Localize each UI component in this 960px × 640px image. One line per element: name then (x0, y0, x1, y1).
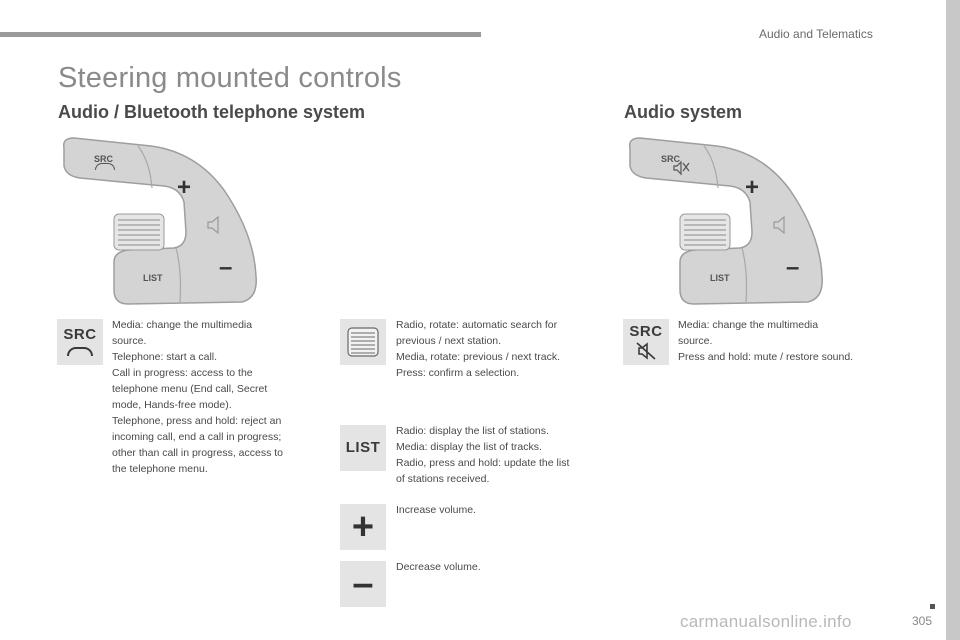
src-phone-description (112, 317, 283, 477)
thumbwheel-icon (340, 319, 386, 365)
src-mute-icon-label: SRC (629, 322, 663, 340)
page-number: 305 (912, 614, 933, 628)
footer-bullet (930, 604, 935, 609)
desc-line: the telephone menu. (112, 463, 208, 475)
thumbwheel-description (396, 317, 560, 381)
src-mute-description (678, 317, 853, 365)
desc-line: source. (112, 335, 147, 347)
desc-line: Radio, rotate: automatic search for (396, 319, 558, 331)
page-edge-strip (946, 0, 960, 640)
desc-line: Radio: display the list of stations. (396, 425, 549, 437)
section-title-audio: Audio system (624, 102, 743, 122)
desc-line: Radio, press and hold: update the list (396, 457, 570, 469)
desc-line: Call in progress: access to the (112, 367, 253, 379)
steering-control-illustration-audio (622, 130, 832, 315)
illustration-plus-label: + (177, 174, 192, 201)
illustration-minus-label-audio: – (786, 254, 800, 281)
watermark: carmanualsonline.info (680, 612, 852, 631)
desc-line: Press: confirm a selection. (396, 367, 520, 379)
illustration-src-label-audio: SRC (661, 154, 681, 164)
illustration-list-label-audio: LIST (710, 273, 730, 283)
steering-control-illustration-bluetooth (56, 130, 266, 315)
illustration-minus-label: – (219, 254, 233, 281)
illustration-src-label: SRC (94, 154, 114, 164)
desc-line: Telephone, press and hold: reject an (112, 415, 282, 427)
plus-description (396, 502, 476, 518)
src-phone-icon (57, 319, 103, 365)
src-mute-icon (623, 319, 669, 365)
desc-line: other than call in progress, access to (112, 447, 284, 459)
plus-icon-label: + (351, 506, 375, 548)
src-phone-icon-label: SRC (63, 326, 97, 343)
desc-line: incoming call, end a call in progress; (112, 431, 282, 443)
desc-line: Press and hold: mute / restore sound. (678, 351, 854, 363)
desc-line: Media: display the list of tracks. (396, 441, 542, 453)
desc-line: Increase volume. (396, 504, 476, 516)
mute-icon (634, 342, 658, 360)
desc-line: telephone menu (End call, Secret (112, 383, 268, 395)
desc-line: source. (678, 335, 713, 347)
illustration-list-label: LIST (143, 273, 163, 283)
list-icon-label: LIST (345, 439, 381, 456)
phone-handset-icon (67, 347, 93, 356)
desc-line: Media: change the multimedia (112, 319, 253, 331)
desc-line: Media: change the multimedia (678, 319, 819, 331)
minus-icon-label: – (352, 563, 374, 605)
minus-icon (340, 561, 386, 607)
list-icon (340, 425, 386, 471)
phone-icon (95, 163, 115, 170)
header-rule (0, 32, 481, 37)
desc-line: Telephone: start a call. (112, 351, 218, 363)
page-title: Steering mounted controls (58, 62, 402, 94)
list-description (396, 423, 569, 487)
desc-line: previous / next station. (396, 335, 502, 347)
desc-line: of stations received. (396, 473, 490, 485)
plus-icon (340, 504, 386, 550)
illustration-plus-label-audio: + (745, 174, 760, 201)
desc-line: Decrease volume. (396, 561, 481, 573)
desc-line: mode, Hands-free mode). (112, 399, 232, 411)
section-title-bluetooth: Audio / Bluetooth telephone system (58, 102, 366, 122)
minus-description (396, 559, 481, 575)
desc-line: Media, rotate: previous / next track. (396, 351, 560, 363)
section-header-label: Audio and Telematics (759, 27, 873, 41)
